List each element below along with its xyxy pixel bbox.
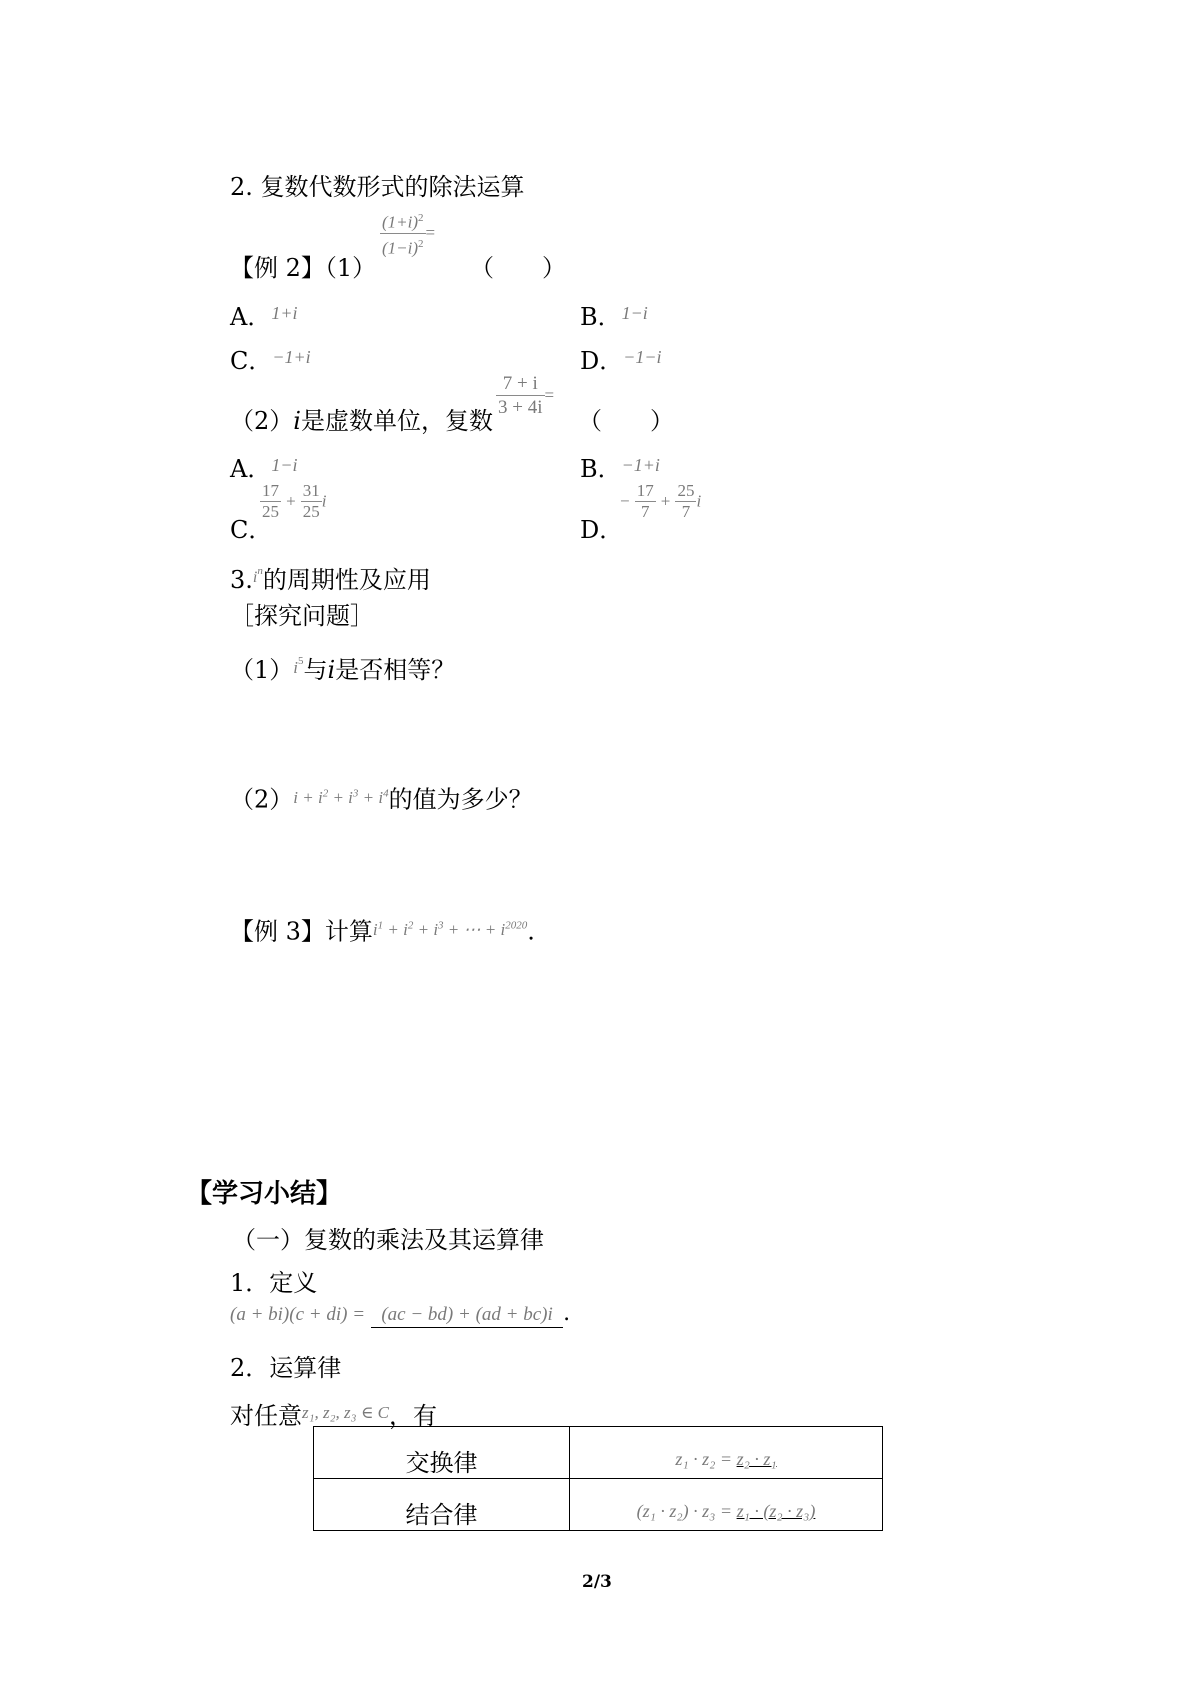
law-name: 结合律 bbox=[314, 1479, 570, 1531]
example2-label: 【例 2】（1） bbox=[230, 254, 377, 282]
sum-i-powers: i + i2 + i3 + i4 bbox=[293, 787, 389, 807]
q1-fraction: $\frac{(1+i)^2}{(1-i)^2}$ = bbox=[380, 208, 435, 258]
q2-option-b: B．$^{-1+i}$ bbox=[580, 455, 660, 483]
q2-stem: （2）i是虚数单位，复数 bbox=[230, 407, 493, 435]
law-expression: z₁ · z₂ = z₂ · z₁ bbox=[570, 1427, 883, 1479]
q1-answer-paren: （ ） bbox=[470, 254, 566, 282]
explore-question-1: $(1)^{i5}$与i是否相等？ bbox=[230, 655, 456, 684]
sum-to-2020: i1 + i2 + i3 + ⋯ + i2020 bbox=[372, 919, 528, 939]
definition-formula: (a + bi)(c + di) = (ac − bd) + (ad + bc)i . bbox=[230, 1301, 571, 1326]
summary-subheading: （一）复数的乘法及其运算律 bbox=[232, 1226, 544, 1254]
q1-label: （1） bbox=[324, 254, 377, 282]
page-number: 2/3 bbox=[582, 1572, 612, 1592]
any-z-statement: 对任意$^{z_1, z_2, z_3 \in C}$，有 bbox=[230, 1402, 438, 1430]
q2-option-d-label: D． bbox=[580, 516, 624, 544]
section-title-periodicity: 3.$^{in}$的周期性及应用 bbox=[230, 565, 431, 594]
section-title-division: 2. 复数代数形式的除法运算 bbox=[230, 173, 525, 201]
definition-title: 1．定义 bbox=[230, 1269, 318, 1297]
q2-option-a: A．$^{1-i}$ bbox=[230, 455, 298, 483]
q2-answer-paren: （ ） bbox=[578, 407, 674, 435]
q2-fraction: $\frac{7 + i}{3 + 4i}$ = bbox=[498, 373, 555, 418]
q1-option-d: D．$^{-1-i}$ bbox=[580, 347, 662, 375]
example3: 【例 3】计算$^{i^1 + i^2 + i^3 + \cdots + i^{2020}}$. bbox=[230, 917, 535, 946]
q1-option-c: C．$^{-1+i}$ bbox=[230, 347, 311, 375]
q2-option-c-label: C． bbox=[230, 516, 273, 544]
q1-option-b: B．$^{1-i}$ bbox=[580, 303, 648, 331]
explore-question-2: $(2)^{i + i^2 + i^3 + i^4}$的值为多少？ bbox=[230, 785, 533, 814]
explore-heading: ［探究问题］ bbox=[230, 602, 374, 630]
law-expression: (z₁ · z₂) · z₃ = z₁ · (z₂ · z₃) bbox=[570, 1479, 883, 1531]
table-row bbox=[314, 1427, 883, 1479]
laws-title: 2．运算律 bbox=[230, 1354, 342, 1382]
laws-table bbox=[313, 1426, 883, 1531]
definition-answer-blank: (ac − bd) + (ad + bc)i bbox=[371, 1302, 563, 1328]
table-row bbox=[314, 1479, 883, 1531]
q2-option-d-expr: − $\frac{17}{7}$ + $\frac{25}{7}$ i bbox=[620, 481, 702, 521]
summary-heading: 【学习小结】 bbox=[186, 1179, 343, 1209]
law-name: 交换律 bbox=[314, 1427, 570, 1479]
q2-option-c-expr: $\frac{17}{25}$ + $\frac{31}{25}$ i bbox=[262, 481, 327, 521]
q1-option-a: A．$^{1+i}$ bbox=[230, 303, 298, 331]
